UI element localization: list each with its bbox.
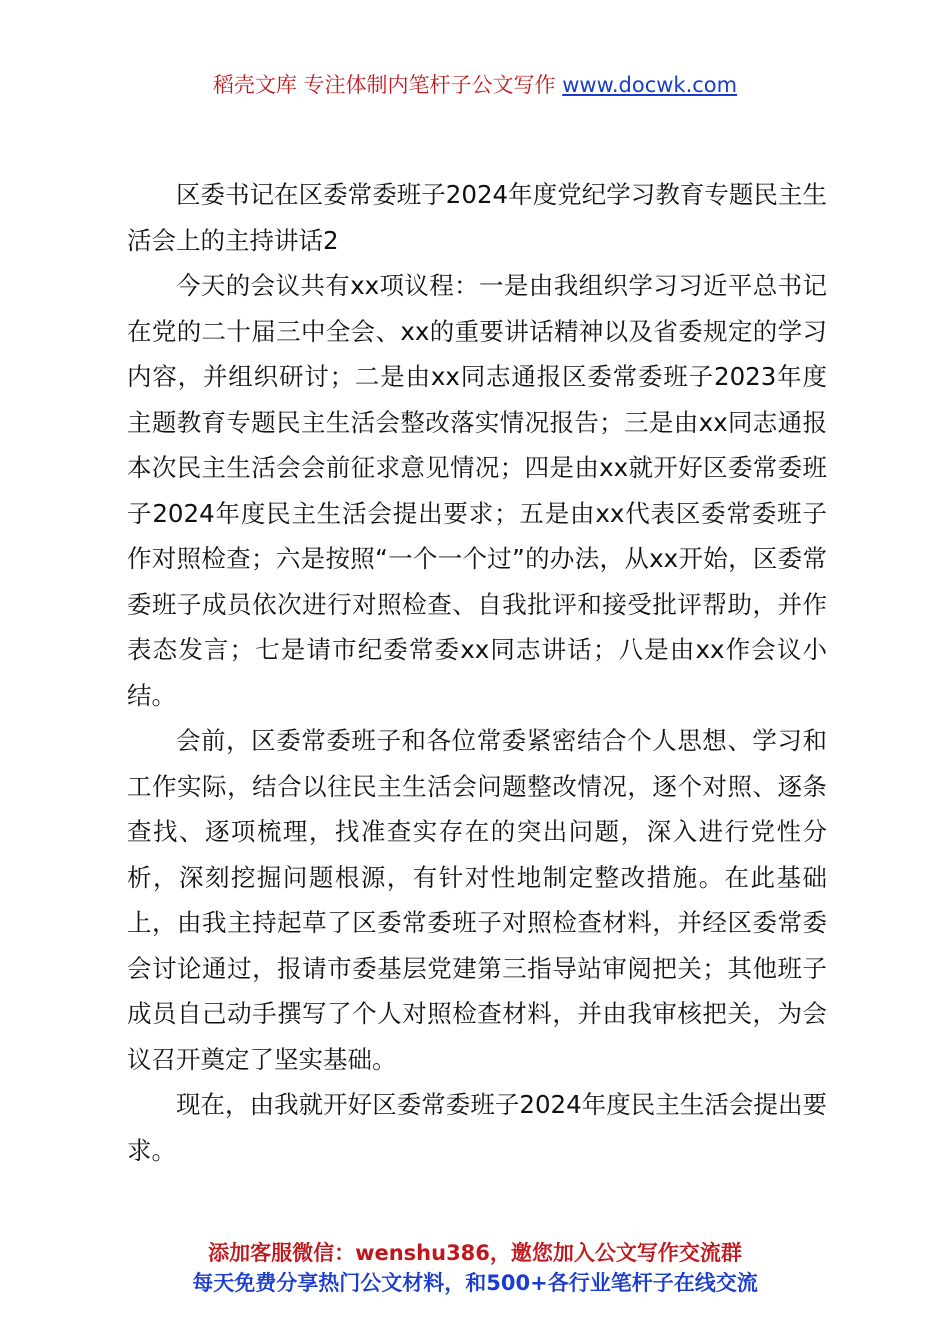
header-brand-text: 稻壳文库 专注体制内笔杆子公文写作	[212, 73, 556, 97]
document-body	[127, 172, 827, 1173]
paragraph-preparation: 会前，区委常委班子和各位常委紧密结合个人思想、学习和工作实际，结合以往民主生活会问题整改情况，逐个对照、逐条查找、逐项梳理，找准查实存在的突出问题，深入进行党性分析，深刻挖掘问题根源，有针对性地制定整改措施。在此基础上，由我主持起草了区委常委班子对照检查材料，并经区委常委会讨论通过，报请市委基层党建第三指导站审阅把关；其他班子成员自己动手撰写了个人对照检查材料，并由我审核把关，为会议召开奠定了坚实基础。	[127, 726, 827, 1074]
paragraph-agenda: 今天的会议共有xx项议程：一是由我组织学习习近平总书记在党的二十届三中全会、xx的重要讲话精神以及省委规定的学习内容，并组织研讨；二是由xx同志通报区委常委班子2023年度主题教育专题民主生活会整改落实情况报告；三是由xx同志通报本次民主生活会会前征求意见情况；四是由xx就开好区委常委班子2024年度民主生活会提出要求；五是由xx代表区委常委班子作对照检查；六是按照“一个一个过”的办法，从xx开始，区委常委班子成员依次进行对照检查、自我批评和接受批评帮助，并作表态发言；七是请市纪委常委xx同志讲话；八是由xx作会议小结。	[127, 271, 827, 710]
document-title: 区委书记在区委常委班子2024年度党纪学习教育专题民主生活会上的主持讲话2	[127, 180, 827, 255]
header-url-link[interactable]: www.docwk.com	[562, 73, 738, 97]
paragraph-requirements: 现在，由我就开好区委常委班子2024年度民主生活会提出要求。	[127, 1090, 827, 1165]
page-footer	[0, 1238, 950, 1298]
footer-promo-line: 每天免费分享热门公文材料，和500+各行业笔杆子在线交流	[192, 1271, 758, 1295]
footer-contact-line: 添加客服微信：wenshu386，邀您加入公文写作交流群	[208, 1241, 742, 1265]
page-header	[0, 70, 950, 100]
